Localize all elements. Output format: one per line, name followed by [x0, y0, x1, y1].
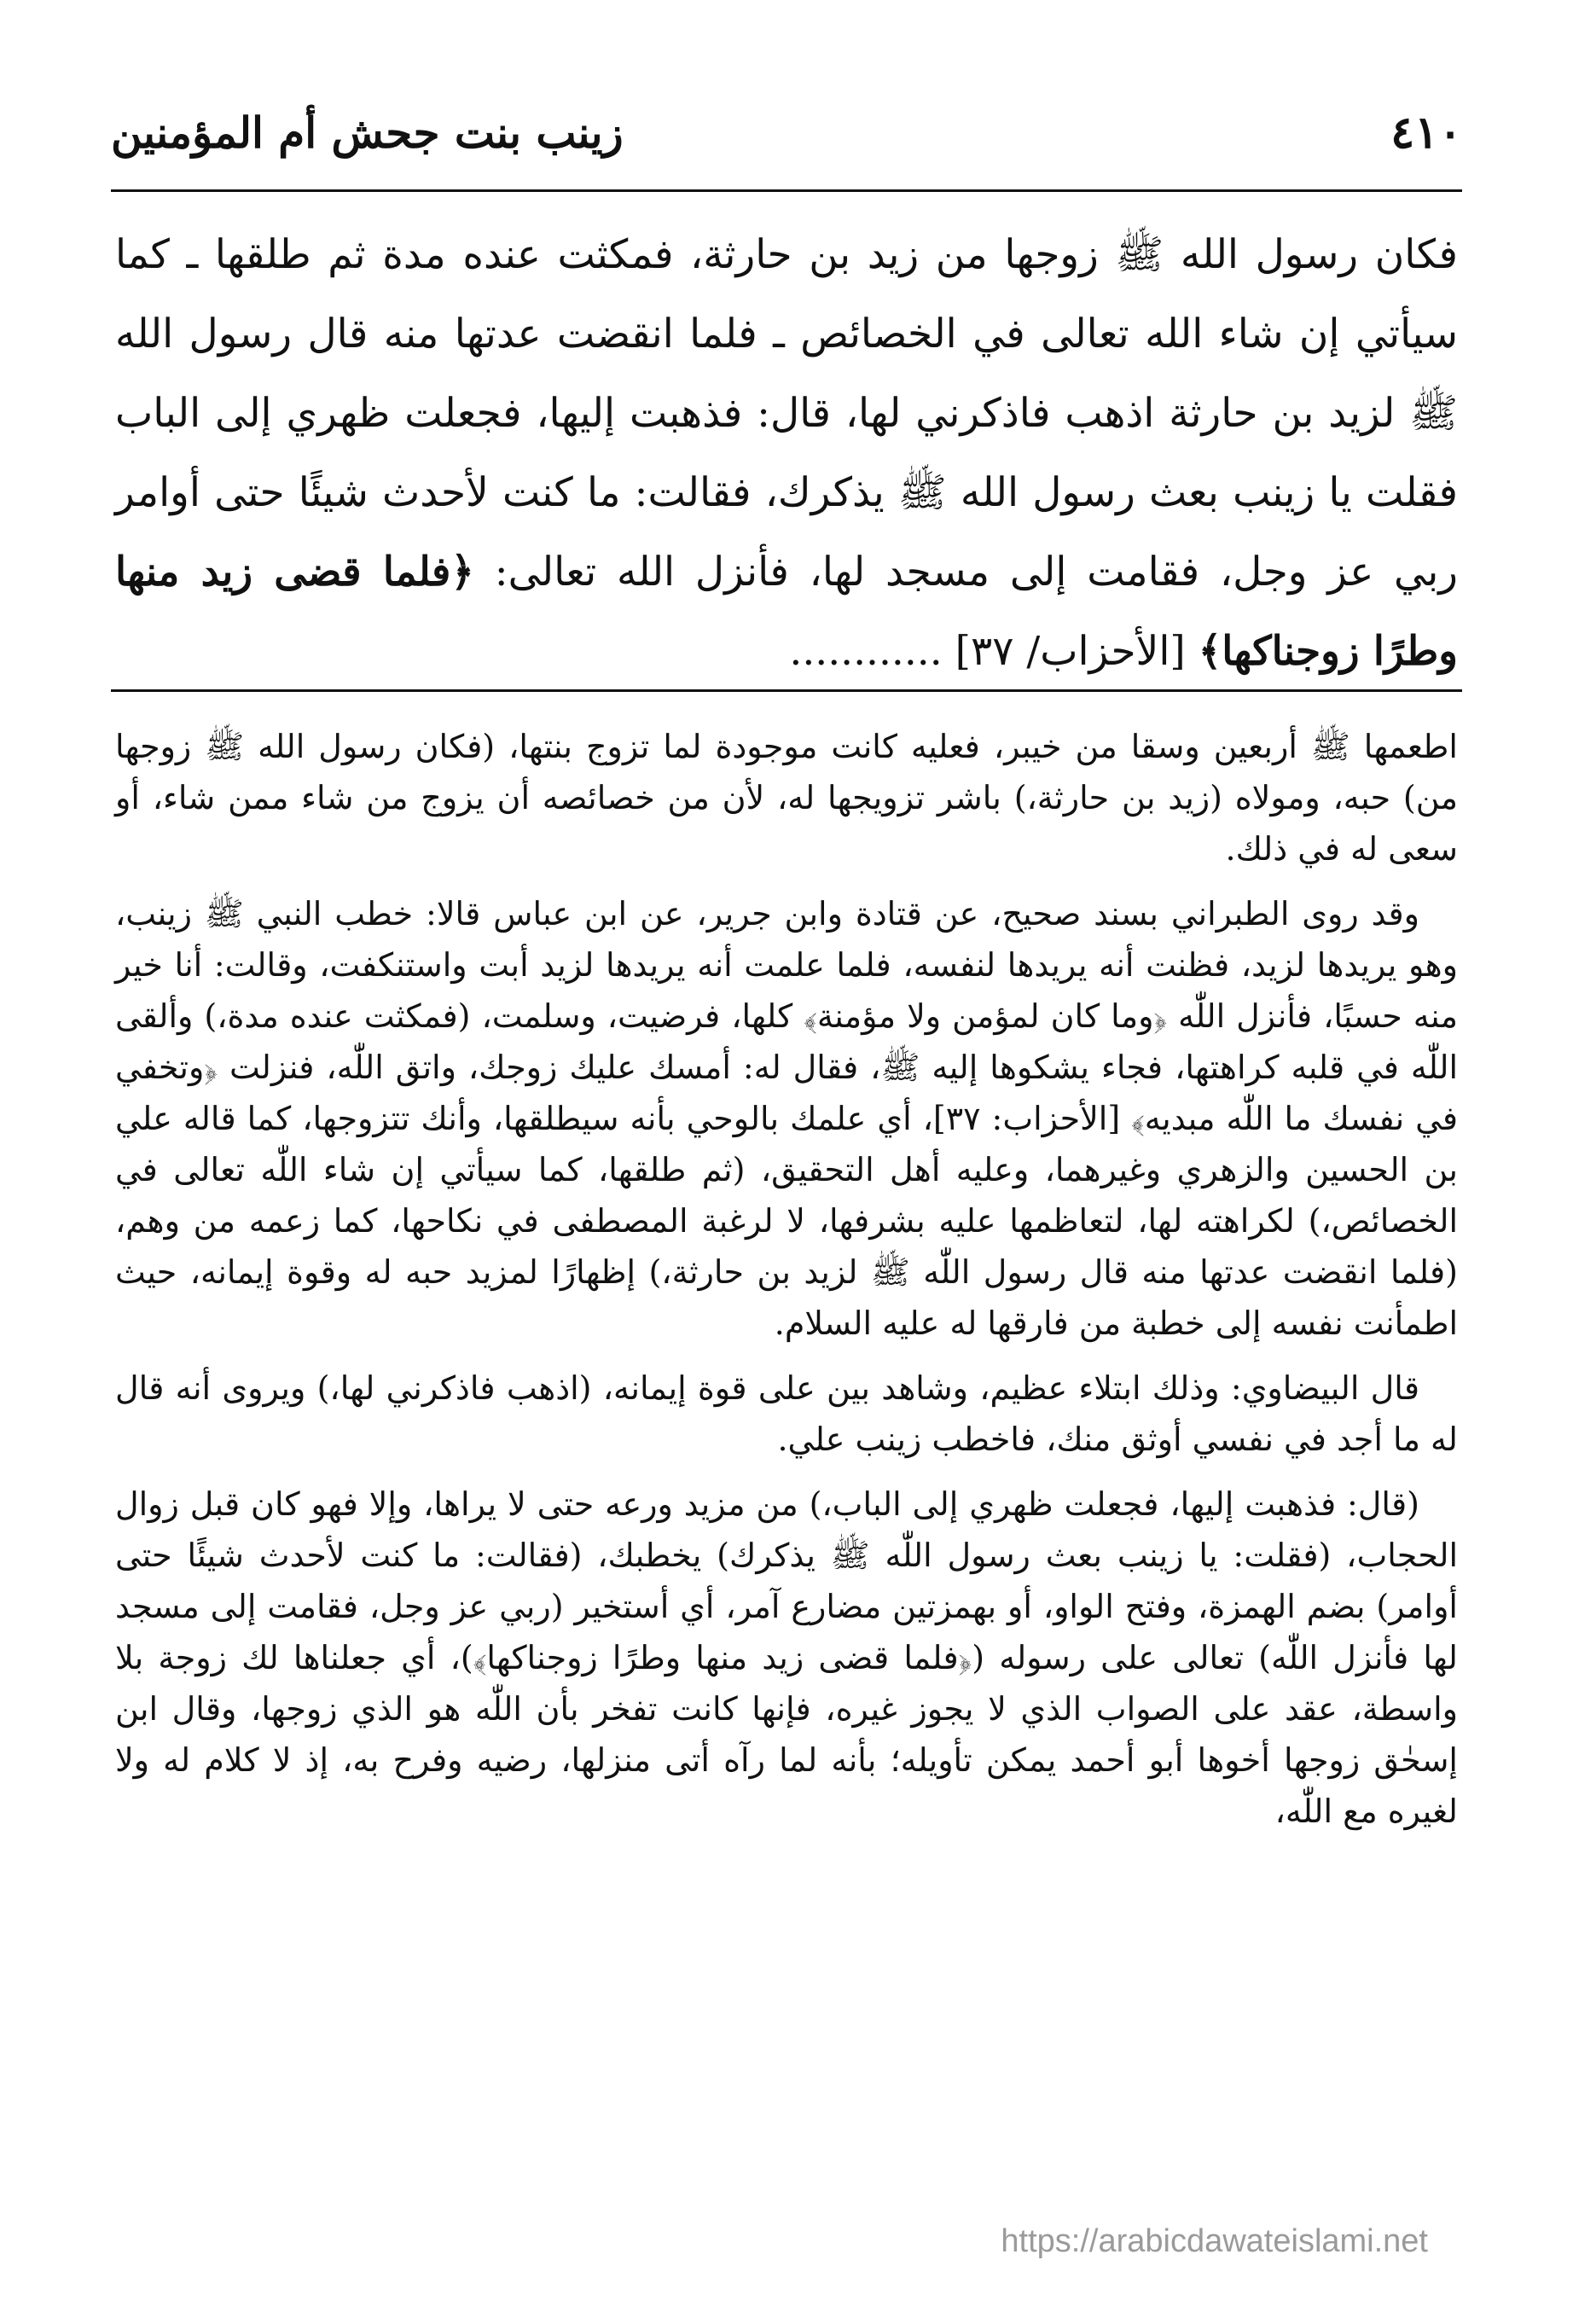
commentary-paragraph: قال البيضاوي: وذلك ابتلاء عظيم، وشاهد بين على قوة إيمانه، (اذهب فاذكرني لها،) ويروى أنه قال له ما أجد في نفسي أوثق منك، فاخطب زينب علي.: [115, 1369, 1458, 1458]
header-rule: [111, 189, 1462, 192]
commentary: [115, 721, 1458, 1850]
commentary-paragraph: اطعمها ﷺ أربعين وسقا من خيبر، فعليه كانت موجودة لما تزوج بنتها، (فكان رسول الله ﷺ زوجها من) حبه، ومولاه (زيد بن حارثة،) باشر تزويجها له، لأن من خصائصه أن يزوج من شاء ممن شاء، أو سعى له في ذلك.: [115, 728, 1458, 868]
running-title: زينب بنت جحش أم المؤمنين: [111, 107, 624, 158]
quran-verse: ﴿فلما قضى زيد منها وطرًا زوجناكها﴾: [115, 549, 1458, 675]
main-text-paragraph: [115, 215, 1458, 691]
continuation-dots: ............: [789, 628, 943, 675]
watermark-url: https://arabicdawateislami.net: [1001, 2223, 1428, 2259]
verse-reference: [الأحزاب/ ٣٧]: [942, 628, 1199, 675]
page-header: [111, 85, 1462, 179]
page-number: ٤١٠: [1390, 106, 1462, 159]
commentary-paragraph: وقد روى الطبراني بسند صحيح، عن قتادة وابن جرير، عن ابن عباس قالا: خطب النبي ﷺ زينب، وهو يريدها لزيد، فظنت أنه يريدها لنفسه، فلما علمت أنه يريدها لزيد أبت واستنكفت، وقالت: أنا خير منه حسبًا، فأنزل اللّٰه ﴿وما كان لمؤمن ولا مؤمنة﴾ كلها، فرضيت، وسلمت، (فمكثت عنده مدة،) وألقى اللّٰه في قلبه كراهتها، فجاء يشكوها إليه ﷺ، فقال له: أمسك عليك زوجك، واتق اللّٰه، فنزلت ﴿وتخفي في نفسك ما اللّٰه مبديه﴾ [الأحزاب: ٣٧]، أي علمك بالوحي بأنه سيطلقها، وأنك تتزوجها، كما قاله علي بن الحسين والزهري وغيرهما، وعليه أهل التحقيق، (ثم طلقها، كما سيأتي إن شاء اللّٰه تعالى في الخصائص،) لكراهته لها، لتعاظمها عليه بشرفها، لا لرغبة المصطفى في نكاحها، كما زعمه من وهم، (فلما انقضت عدتها منه قال رسول اللّٰه ﷺ لزيد بن حارثة،) إظهارًا لمزيد حبه له وقوة إيمانه، حيث اطمأنت نفسه إلى خطبة من فارقها له عليه السلام.: [115, 895, 1458, 1342]
commentary-paragraph: (قال: فذهبت إليها، فجعلت ظهري إلى الباب،) من مزيد ورعه حتى لا يراها، وإلا فهو كان قبل زوال الحجاب، (فقلت: يا زينب بعث رسول اللّٰه ﷺ يذكرك) يخطبك، (فقالت: ما كنت لأحدث شيئًا حتى أوامر) بضم الهمزة، وفتح الواو، أو بهمزتين مضارع آمر، أي أستخير (ربي عز وجل، فقامت إلى مسجد لها فأنزل اللّٰه) تعالى على رسوله (﴿فلما قضى زيد منها وطرًا زوجناكها﴾)، أي جعلناها لك زوجة بلا واسطة، عقد على الصواب الذي لا يجوز غيره، فإنها كانت تفخر بأن اللّٰه هو الذي زوجها، وقال ابن إسحٰق زوجها أخوها أبو أحمد يمكن تأويله؛ بأنه لما رآه أتى منزلها، رضيه وفرح به، إذ لا كلام له ولا لغيره مع اللّٰه،: [115, 1485, 1458, 1830]
main-text-body: فكان رسول الله ﷺ زوجها من زيد بن حارثة، فمكثت عنده مدة ثم طلقها ـ كما سيأتي إن شاء الله تعالى في الخصائص ـ فلما انقضت عدتها منه قال رسول الله ﷺ لزيد بن حارثة اذهب فاذكرني لها، قال: فذهبت إليها، فجعلت ظهري إلى الباب فقلت يا زينب بعث رسول الله ﷺ يذكرك، فقالت: ما كنت لأحدث شيئًا حتى أوامر ربي عز وجل، فقامت إلى مسجد لها، فأنزل الله تعالى:: [115, 231, 1458, 596]
main-text: [115, 215, 1458, 691]
commentary-divider: [111, 689, 1462, 692]
